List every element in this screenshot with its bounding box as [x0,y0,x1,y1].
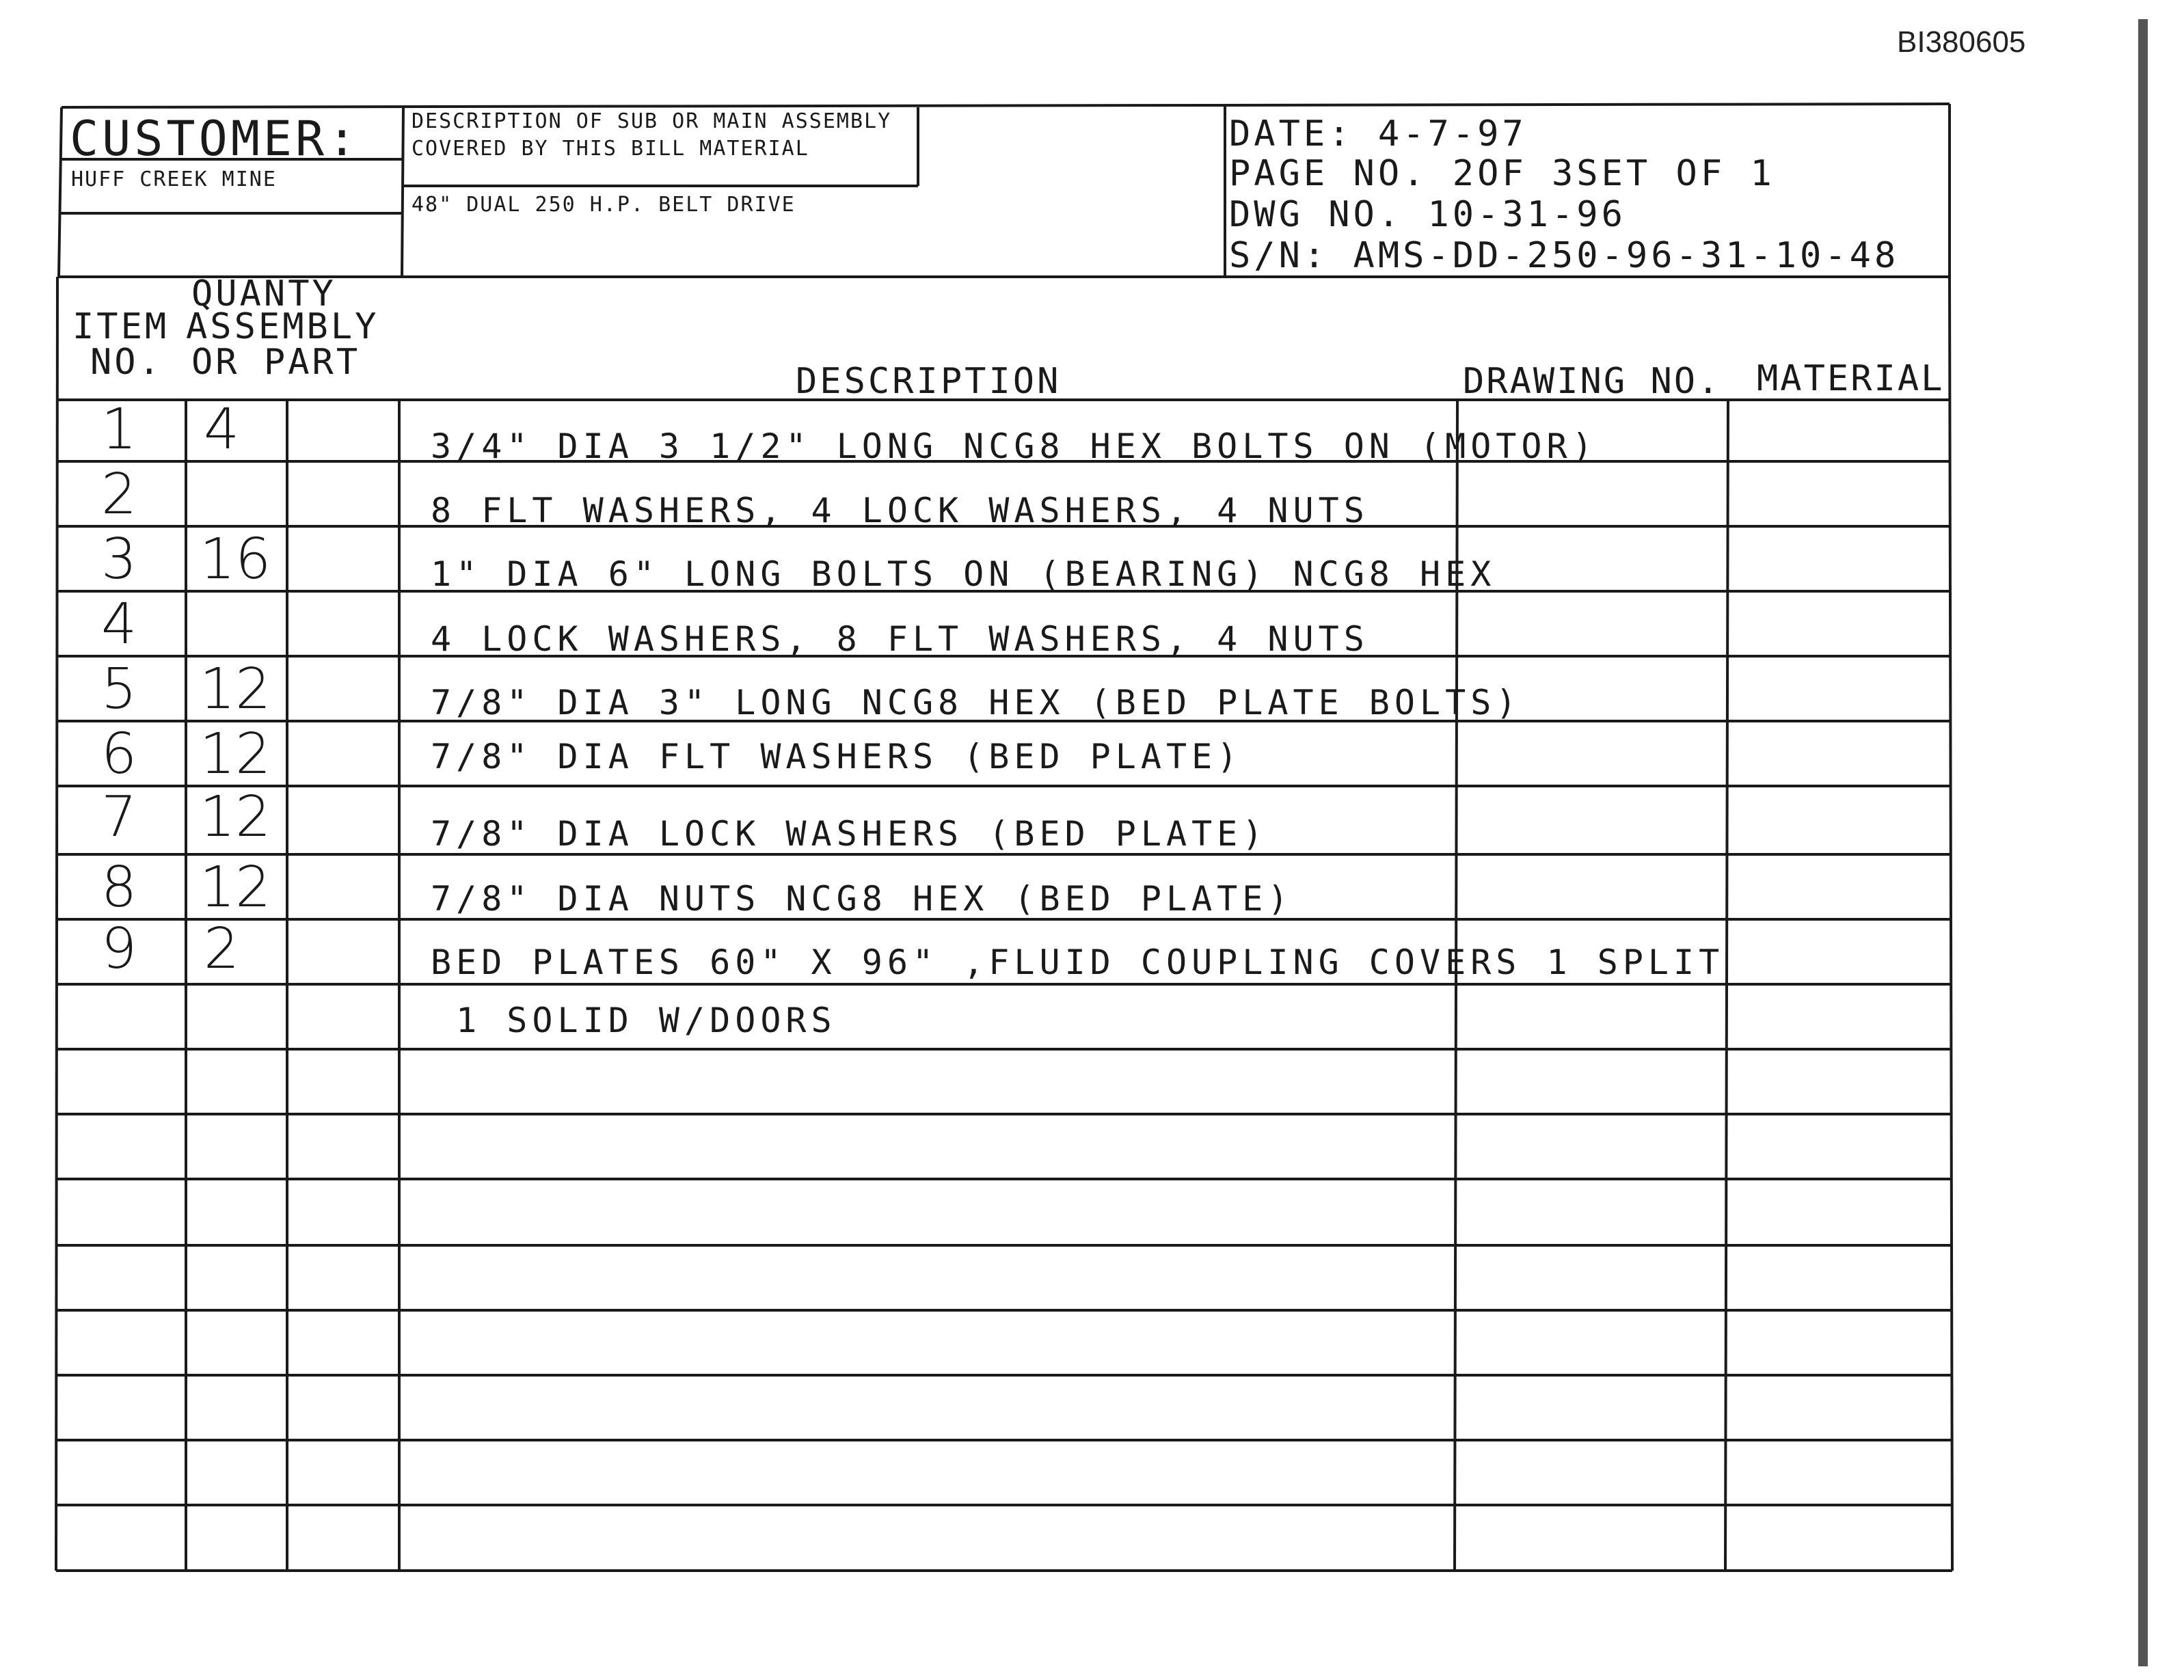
row-1-item: 1 [101,397,137,462]
row-2-item: 2 [101,462,137,527]
date-field: DATE: 4-7-97 [1229,113,1527,154]
column-header-quantity-line1: QUANTY [191,273,336,314]
column-header-material: MATERIAL [1757,358,1945,399]
row-5-description: 7/8" DIA 3" LONG NCG8 HEX (BED PLATE BOLTS) [431,683,1522,722]
assembly-label-line2: COVERED BY THIS BILL MATERIAL [412,137,809,161]
document-reference: BI380605 [1897,25,2026,59]
row-10-description: 1 SOLID W/DOORS [431,1001,837,1040]
row-9-item: 9 [101,917,137,981]
row-9-quantity: 2 [204,917,240,981]
customer-name: HUFF CREEK MINE [71,167,277,191]
row-8-item: 8 [101,855,137,920]
row-3-description: 1" DIA 6" LONG BOLTS ON (BEARING) NCG8 HEX [431,554,1496,594]
row-7-item: 7 [101,785,137,850]
drawing-number-field: DWG NO. 10-31-96 [1229,194,1626,235]
row-6-quantity: 12 [200,722,271,787]
row-6-description: 7/8" DIA FLT WASHERS (BED PLATE) [431,737,1243,776]
page-number-field: PAGE NO. 2OF 3SET OF 1 [1229,153,1775,194]
serial-number-field: S/N: AMS-DD-250-96-31-10-48 [1229,235,1900,276]
row-8-quantity: 12 [200,855,271,920]
row-5-quantity: 12 [200,657,271,722]
row-6-item: 6 [101,722,137,787]
row-9-description: BED PLATES 60" X 96" ,FLUID COUPLING COVERS 1 SPLIT [431,943,1725,982]
row-7-quantity: 12 [200,785,271,850]
row-1-description: 3/4" DIA 3 1/2" LONG NCG8 HEX BOLTS ON (MOTOR) [431,426,1597,466]
assembly-label-line1: DESCRIPTION OF SUB OR MAIN ASSEMBLY [412,109,892,133]
assembly-description: 48" DUAL 250 H.P. BELT DRIVE [412,193,796,217]
column-header-quantity-line3: OR PART [191,342,361,383]
column-header-item-line1: ITEM [72,306,170,347]
column-header-drawing-number: DRAWING NO. [1463,361,1721,402]
column-header-description: DESCRIPTION [796,361,1062,402]
row-7-description: 7/8" DIA LOCK WASHERS (BED PLATE) [431,814,1268,854]
customer-label: CUSTOMER: [70,111,360,167]
row-2-description: 8 FLT WASHERS, 4 LOCK WASHERS, 4 NUTS [431,491,1369,530]
row-3-quantity: 16 [200,527,271,592]
column-header-quantity-line2: ASSEMBLY [186,306,379,347]
row-8-description: 7/8" DIA NUTS NCG8 HEX (BED PLATE) [431,879,1293,919]
row-4-description: 4 LOCK WASHERS, 8 FLT WASHERS, 4 NUTS [431,619,1369,659]
row-5-item: 5 [101,657,137,722]
row-3-item: 3 [101,527,137,592]
row-1-quantity: 4 [204,397,240,462]
column-header-item-line2: NO. [90,342,163,383]
row-4-item: 4 [101,592,137,657]
